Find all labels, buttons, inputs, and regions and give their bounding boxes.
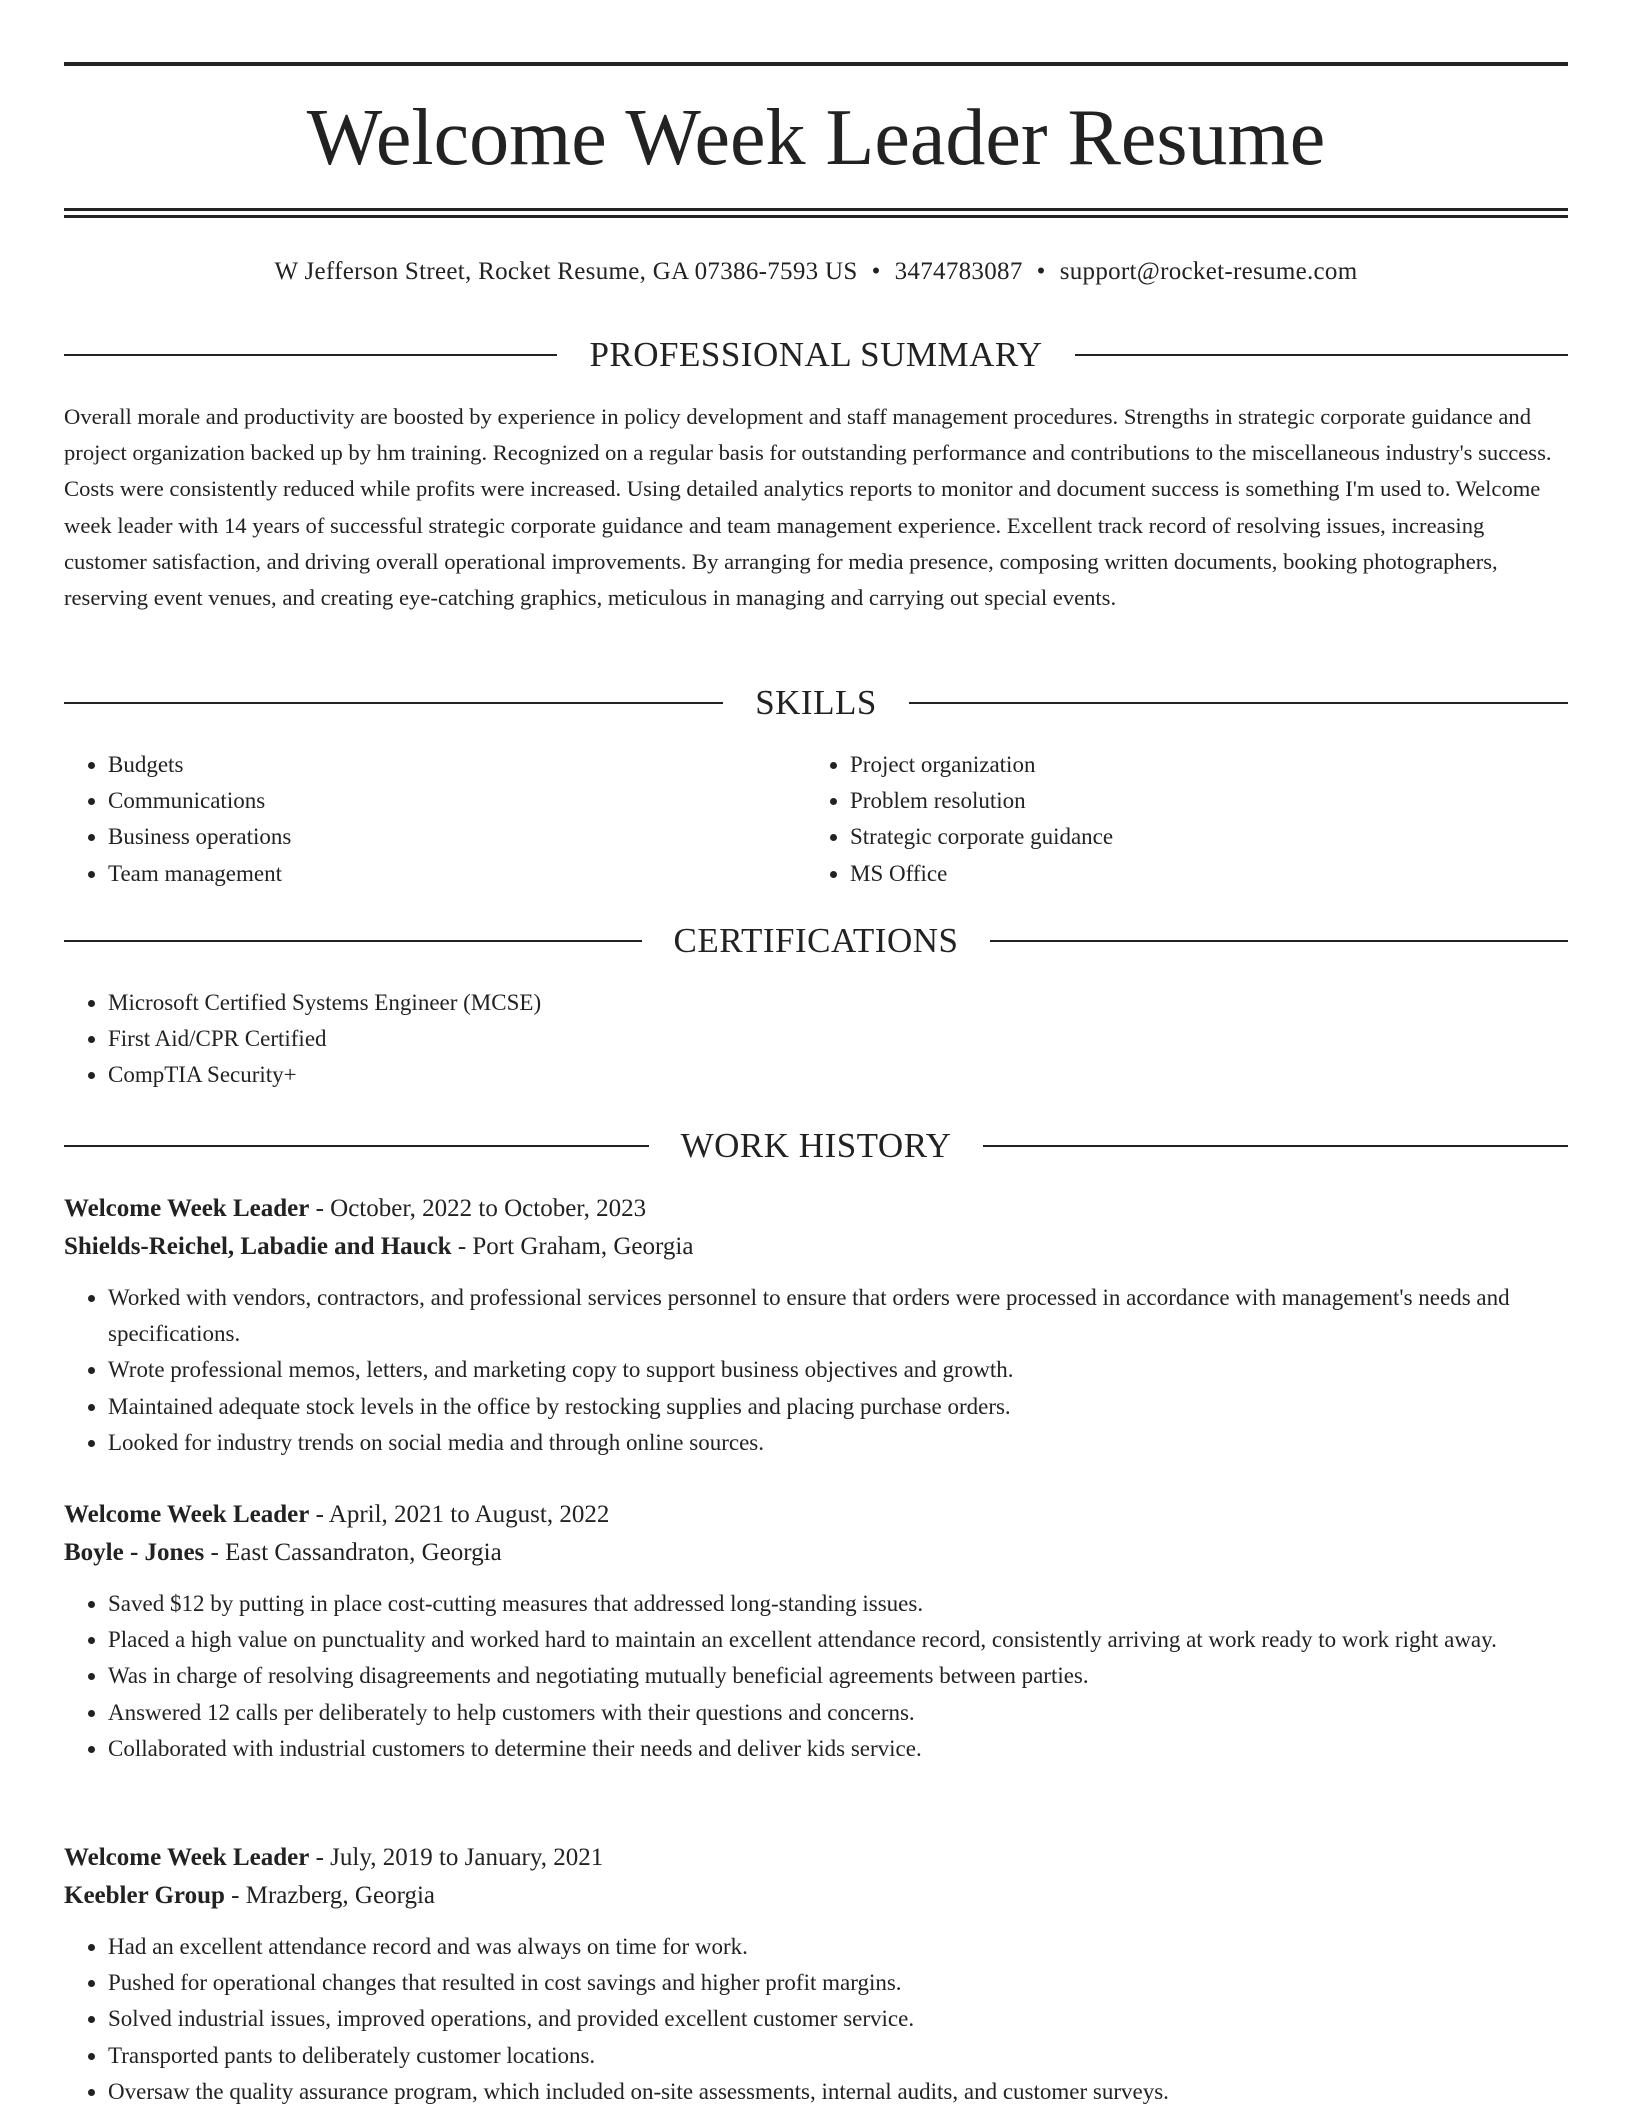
skill-item: • Project organization	[850, 747, 1548, 783]
job-bullet: • Worked with vendors, contractors, and professional services personnel to ensure that orders were processed in accordance with management's needs and specifications.	[108, 1280, 1568, 1352]
skills-column-right	[806, 747, 1548, 892]
certifications-list	[64, 985, 1568, 1094]
skill-item: • Team management	[108, 856, 806, 892]
section-title: SKILLS	[755, 683, 877, 722]
contact-line	[64, 255, 1568, 289]
resume-title: Welcome Week Leader Resume	[306, 94, 1326, 182]
section-heading-skills	[64, 681, 1568, 725]
job-title: Welcome Week Leader	[64, 1844, 310, 1871]
job-bullet: • Saved $12 by putting in place cost-cutting measures that addressed long-standing issues.	[108, 1586, 1568, 1622]
skill-item: • Budgets	[108, 747, 806, 783]
job-bullet: • Had an excellent attendance record and was always on time for work.	[108, 1929, 1568, 1965]
job-dates: July, 2019 to January, 2021	[330, 1844, 604, 1871]
section-heading-summary	[64, 333, 1568, 377]
job-bullet: • Transported pants to deliberately customer locations.	[108, 2038, 1568, 2074]
title-double-rule	[64, 208, 1568, 218]
heading-rule	[1075, 354, 1568, 356]
job-dates: October, 2022 to October, 2023	[330, 1195, 647, 1222]
heading-rule	[909, 702, 1568, 704]
section-title: WORK HISTORY	[680, 1126, 952, 1165]
section-heading-certifications	[64, 919, 1568, 963]
contact-phone: 3474783087	[894, 258, 1023, 285]
job-bullet: • Maintained adequate stock levels in the office by restocking supplies and placing purchase orders.	[108, 1389, 1568, 1425]
skill-item: • Strategic corporate guidance	[850, 819, 1548, 855]
job-entry: Welcome Week Leader - April, 2021 to August, 2022 Boyle - Jones - East Cassandraton, Georgia • Saved $12 by putting in place cost-cutting measures that addressed long-standing issues. • Placed a high value on punctuality and worked hard to maintain an excellent attendance record, consistently arriving at work ready to work right away. • Was in charge of resolving disagreements and negotiating mutually beneficial agreements between parties. • Answered 12 calls per deliberately to help customers with their questions and concerns. • Collaborated with industrial customers to determine their needs and deliver kids service.	[64, 1496, 1568, 1767]
job-location: Port Graham, Georgia	[472, 1233, 694, 1260]
heading-rule	[64, 354, 557, 356]
skill-item: • Communications	[108, 783, 806, 819]
job-bullets	[64, 1280, 1568, 1461]
job-location: East Cassandraton, Georgia	[225, 1539, 502, 1566]
contact-separator: •	[1036, 258, 1046, 285]
skills-list	[64, 747, 1568, 892]
skill-item: • Problem resolution	[850, 783, 1548, 819]
job-title: Welcome Week Leader	[64, 1195, 310, 1222]
section-heading-work-history	[64, 1124, 1568, 1168]
certification-item: • First Aid/CPR Certified	[108, 1021, 1568, 1057]
skill-item: • Business operations	[108, 819, 806, 855]
contact-separator: •	[871, 258, 881, 285]
section-title: PROFESSIONAL SUMMARY	[589, 335, 1043, 374]
job-bullet: • Pushed for operational changes that resulted in cost savings and higher profit margins.	[108, 1965, 1568, 2001]
job-bullets	[64, 1586, 1568, 1767]
contact-address: W Jefferson Street, Rocket Resume, GA 07386-7593 US	[274, 258, 858, 285]
contact-email: support@rocket-resume.com	[1059, 258, 1358, 285]
job-bullet: • Wrote professional memos, letters, and marketing copy to support business objectives and growth.	[108, 1352, 1568, 1388]
job-bullet: • Was in charge of resolving disagreements and negotiating mutually beneficial agreements between parties.	[108, 1658, 1568, 1694]
job-dates: April, 2021 to August, 2022	[328, 1501, 610, 1528]
heading-rule	[64, 1145, 649, 1147]
skills-column-left	[64, 747, 806, 892]
job-bullet: • Placed a high value on punctuality and worked hard to maintain an excellent attendance record, consistently arriving at work ready to work right away.	[108, 1622, 1568, 1658]
job-bullet: • Answered 12 calls per deliberately to help customers with their questions and concerns.	[108, 1695, 1568, 1731]
job-bullet: • Collaborated with industrial customers to determine their needs and deliver kids service.	[108, 1731, 1568, 1767]
summary-text: Overall morale and productivity are boosted by experience in policy development and staff management procedures. Strengths in strategic corporate guidance and project organization backed up by hm training. Recognized on a regular basis for outstanding performance and contributions to the miscellaneous industry's success. Costs were consistently reduced while profits were increased. Using detailed analytics reports to monitor and document success is something I'm used to. Welcome week leader with 14 years of successful strategic corporate guidance and team management experience. Excellent track record of resolving issues, increasing customer satisfaction, and driving overall operational improvements. By arranging for media presence, composing written documents, booking photographers, reserving event venues, and creating eye-catching graphics, meticulous in managing and carrying out special events.	[64, 404, 1552, 611]
heading-rule	[990, 940, 1568, 942]
skill-item: • MS Office	[850, 856, 1548, 892]
job-bullet: • Looked for industry trends on social media and through online sources.	[108, 1425, 1568, 1461]
job-bullet: • Oversaw the quality assurance program, which included on-site assessments, internal audits, and customer surveys.	[108, 2074, 1568, 2110]
job-title: Welcome Week Leader	[64, 1501, 310, 1528]
job-company: Boyle - Jones	[64, 1539, 205, 1566]
job-company: Shields-Reichel, Labadie and Hauck	[64, 1233, 452, 1260]
heading-rule	[983, 1145, 1568, 1147]
job-company: Keebler Group	[64, 1882, 225, 1909]
section-title: CERTIFICATIONS	[673, 921, 959, 960]
heading-rule	[64, 702, 723, 704]
top-rule	[64, 62, 1568, 66]
heading-rule	[64, 940, 642, 942]
certification-item: • CompTIA Security+	[108, 1057, 1568, 1093]
job-bullet: • Solved industrial issues, improved operations, and provided excellent customer service.	[108, 2001, 1568, 2037]
job-location: Mrazberg, Georgia	[245, 1882, 436, 1909]
certification-item: • Microsoft Certified Systems Engineer (MCSE)	[108, 985, 1568, 1021]
job-entry: Welcome Week Leader - July, 2019 to January, 2021 Keebler Group - Mrazberg, Georgia • Had an excellent attendance record and was always on time for work. • Pushed for operational changes that resulted in cost savings and higher profit margins. • Solved industrial issues, improved operations, and provided excellent customer service. • Transported pants to deliberately customer locations. • Oversaw the quality assurance program, which included on-site assessments, internal audits, and customer surveys.	[64, 1839, 1568, 2110]
job-bullets	[64, 1929, 1568, 2110]
job-entry: Welcome Week Leader - October, 2022 to October, 2023 Shields-Reichel, Labadie and Hauck - Port Graham, Georgia • Worked with vendors, contractors, and professional services personnel to ensure that orders were processed in accordance with management's needs and specifications. • Wrote professional memos, letters, and marketing copy to support business objectives and growth. • Maintained adequate stock levels in the office by restocking supplies and placing purchase orders. • Looked for industry trends on social media and through online sources.	[64, 1190, 1568, 1461]
